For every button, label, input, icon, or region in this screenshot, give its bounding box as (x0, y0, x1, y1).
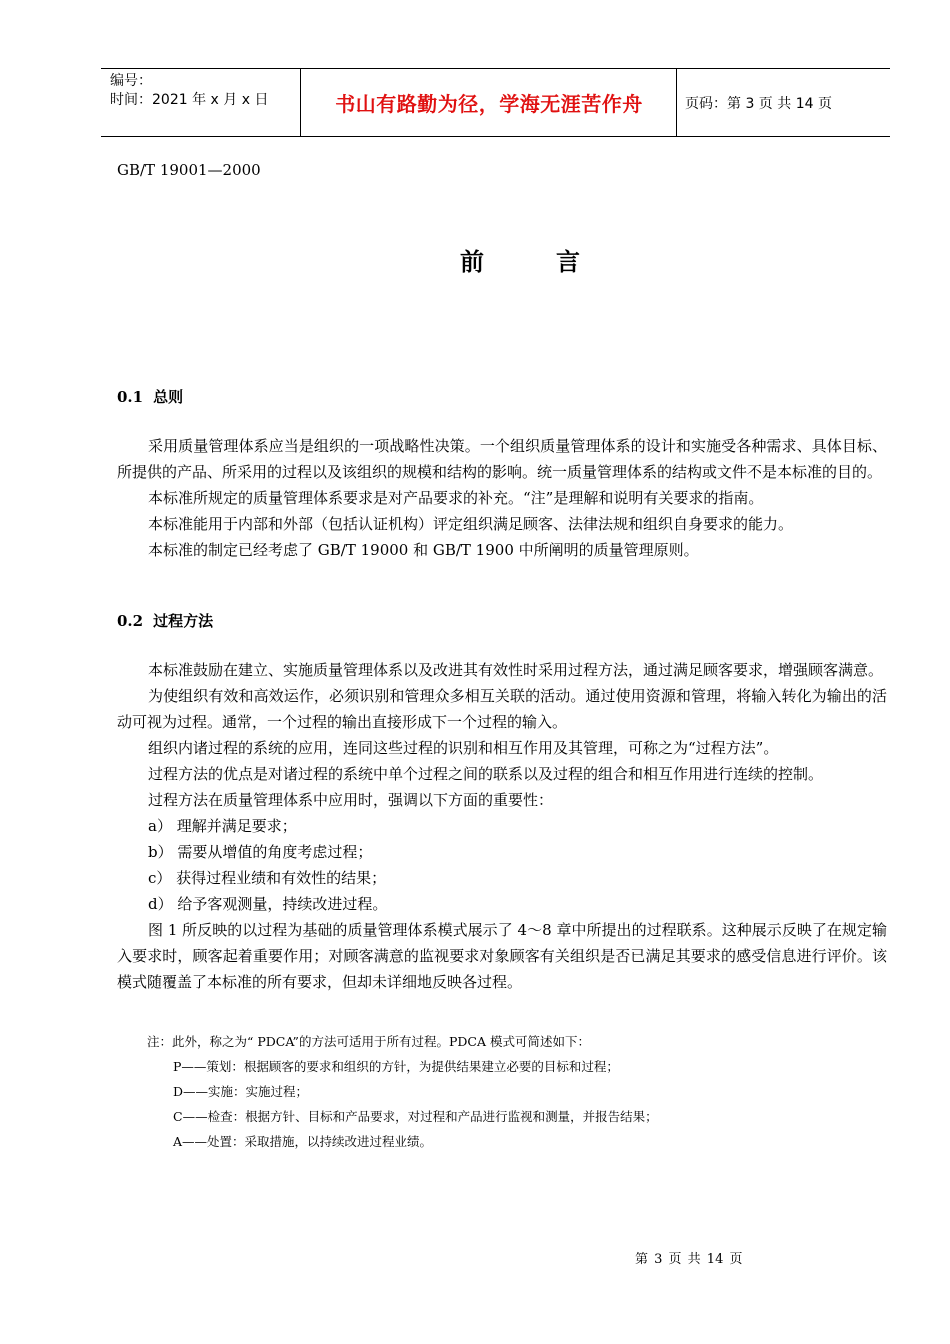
paragraph: 采用质量管理体系应当是组织的一项战略性决策。一个组织质量管理体系的设计和实施受各种需求、具体目标、所提供的产品、所采用的过程以及该组织的规模和结构的影响。统一质量管理体系的结构或文件不是本标准的目的。 (117, 437, 887, 481)
time-label: 时间：2021 年 x 月 x 日 (110, 92, 269, 108)
page-footer: 第 3 页 共 14 页 (635, 1252, 743, 1267)
number-label: 编号： (110, 73, 152, 89)
list-item: a） 理解并满足要求； (148, 817, 297, 835)
section-title: 过程方法 (153, 612, 214, 630)
section-process-body (117, 657, 887, 995)
section-heading-general (117, 386, 183, 407)
note-item: P——策划：根据顾客的要求和组织的方针，为提供结果建立必要的目标和过程； (173, 1059, 619, 1074)
paragraph: 图 1 所反映的以过程为基础的质量管理体系模式展示了 4～8 章中所提出的过程联系。这种展示反映了在规定输入要求时，顾客起着重要作用；对顾客满意的监视要求对象顾客有关组织是否已满足其要求的感受信息进行评价。该模式随覆盖了本标准的所有要求，但却未详细地反映各过程。 (117, 921, 887, 991)
paragraph: 为使组织有效和高效运作，必须识别和管理众多相互关联的活动。通过使用资源和管理，将输入转化为输出的活动可视为过程。通常，一个过程的输出直接形成下一个过程的输入。 (117, 687, 887, 731)
paragraph: 本标准的制定已经考虑了 GB/T 19000 和 GB/T 1900 中所阐明的质量管理原则。 (148, 541, 699, 559)
pdca-note (147, 1029, 887, 1154)
header-page-label: 页码：第 3 页 共 14 页 (685, 95, 832, 112)
list-item: b） 需要从增值的角度考虑过程； (148, 843, 373, 861)
section-heading-process (117, 610, 213, 631)
note-item: A——处置：采取措施，以持续改进过程业绩。 (173, 1134, 433, 1149)
title-char-right: 言 (556, 248, 580, 276)
note-item: D——实施：实施过程； (173, 1084, 309, 1099)
page-title (0, 242, 950, 277)
list-item: d） 给予客观测量，持续改进过程。 (148, 895, 388, 913)
list-item: c） 获得过程业绩和有效性的结果； (148, 869, 387, 887)
note-intro: 注：此外，称之为“ PDCA”的方法可适用于所有过程。PDCA 模式可简述如下： (147, 1034, 590, 1049)
section-number: 0.2 (117, 612, 144, 630)
paragraph: 本标准能用于内部和外部（包括认证机构）评定组织满足顾客、法律法规和组织自身要求的能力。 (148, 515, 794, 533)
page-header (101, 68, 890, 137)
section-number: 0.1 (117, 388, 144, 406)
paragraph: 过程方法在质量管理体系中应用时，强调以下方面的重要性： (148, 791, 554, 809)
header-motto: 书山有路勤为径，学海无涯苦作舟 (302, 69, 677, 136)
note-item: C——检查：根据方针、目标和产品要求，对过程和产品进行监视和测量，并报告结果； (173, 1109, 658, 1124)
paragraph: 组织内诸过程的系统的应用，连同这些过程的识别和相互作用及其管理，可称之为“过程方法”。 (148, 739, 779, 757)
section-title: 总则 (153, 388, 184, 406)
paragraph: 本标准所规定的质量管理体系要求是对产品要求的补充。“注”是理解和说明有关要求的指南。 (148, 489, 764, 507)
header-info-cell (101, 69, 301, 136)
paragraph: 本标准鼓励在建立、实施质量管理体系以及改进其有效性时采用过程方法，通过满足顾客要求，增强顾客满意。 (148, 661, 884, 679)
section-general-body (117, 433, 887, 563)
paragraph: 过程方法的优点是对诸过程的系统中单个过程之间的联系以及过程的组合和相互作用进行连续的控制。 (148, 765, 824, 783)
standard-code: GB/T 19001—2000 (117, 161, 261, 179)
title-char-left: 前 (460, 248, 484, 276)
